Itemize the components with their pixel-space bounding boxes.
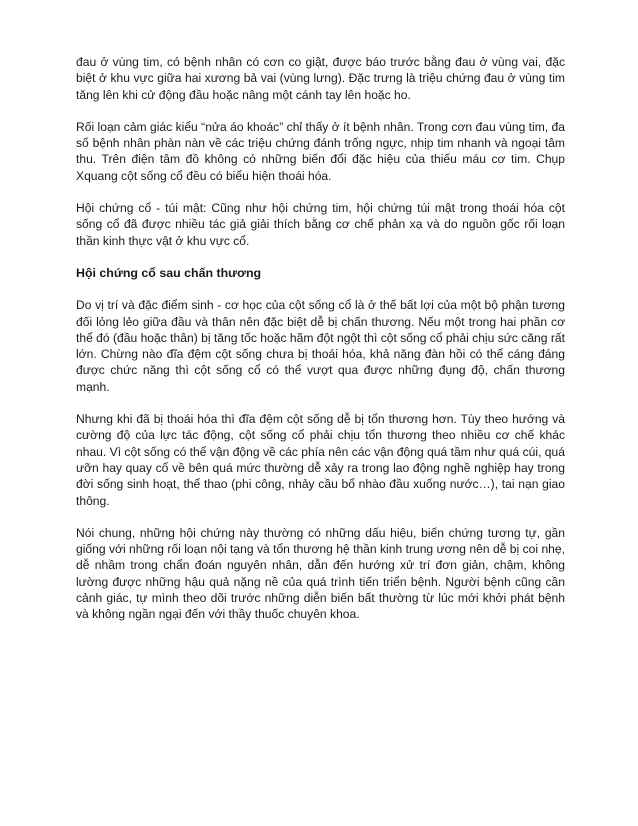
paragraph-heart-syndrome-continued: đau ở vùng tim, có bệnh nhân có cơn co giật, được báo trước bằng đau ở vùng vai, đặc biệt ở khu vực giữa hai xương bả vai (vùng lưng). Đặc trưng là triệu chứng đau ở vùng tim tăng lên khi cử động đầu hoặc nâng một cánh tay lên hoặc ho.: [76, 55, 565, 102]
paragraph-conclusion: Nói chung, những hội chứng này thường có những dấu hiệu, biến chứng tương tự, gần giống với những rối loạn nội tạng và tổn thương hệ thần kinh trung ương nên dễ bị coi nhẹ, dễ nhầm trong chẩn đoán nguyên nhân, dẫn đến hướng xử trí đơn giản, chậm, không lường được những hậu quả nặng nề của quá trình tiến triển bệnh. Người bệnh cũng cần cảnh giác, tự mình theo dõi trước những diễn biến bất thường từ lúc mới khởi phát bệnh và không ngần ngại đến với thầy thuốc chuyên khoa.: [76, 525, 565, 622]
document-page: [76, 54, 565, 639]
paragraph-degeneration-injury: Nhưng khi đã bị thoái hóa thì đĩa đệm cột sống dễ bị tổn thương hơn. Tùy theo hướng và cường độ của lực tác động, cột sống cổ phải chịu tổn thương theo nhiều cơ chế khác nhau. Vì cột sống có thể vận động về các phía nên các vận động quá tầm như quá cúi, quá ưỡn hay quay cổ về bên quá mức thường dễ xảy ra trong lao động nghề nghiệp hay trong đời sống sinh hoạt, thể thao (phi công, nhảy cầu bổ nhào đầu xuống nước…), tai nạn giao thông.: [76, 412, 565, 508]
paragraph-sensory-disorder: Rối loạn cảm giác kiểu “nửa áo khoác” chỉ thấy ở ít bệnh nhân. Trong cơn đau vùng tim, đa số bệnh nhân phàn nàn về các triệu chứng đánh trống ngực, nhịp tim nhanh và ngoại tâm thu. Trên điện tâm đồ không có những biến đổi đặc hiệu của thiếu máu cơ tim. Chụp Xquang cột sống cổ đều có biểu hiện thoái hóa.: [76, 119, 565, 183]
paragraph-biomechanics: Do vị trí và đặc điểm sinh - cơ học của cột sống cổ là ở thế bất lợi của một bộ phận tương đối lỏng lẻo giữa đầu và thân nên đặc biệt dễ bị chấn thương. Nếu một trong hai phần cơ thể đó (đầu hoặc thân) bị tăng tốc hoặc hãm đột ngột thì cột sống cổ phải chịu sức căng rất lớn. Chừng nào đĩa đệm cột sống chưa bị thoái hóa, khả năng đàn hồi có thể cáng đáng được chức năng thì cột sống cổ có thể vượt qua được những đụng độ, chấn thương mạnh.: [76, 298, 565, 394]
section-heading-post-traumatic: Hội chứng cổ sau chấn thương: [76, 265, 262, 280]
paragraph-neck-gallbladder-syndrome: Hội chứng cổ - túi mật: Cũng như hội chứng tim, hội chứng túi mật trong thoái hóa cột sống cổ đã được nhiều tác giả giải thích bằng cơ chế phản xạ và do nguồn gốc rối loạn thần kinh thực vật ở khu vực cổ.: [76, 201, 565, 248]
